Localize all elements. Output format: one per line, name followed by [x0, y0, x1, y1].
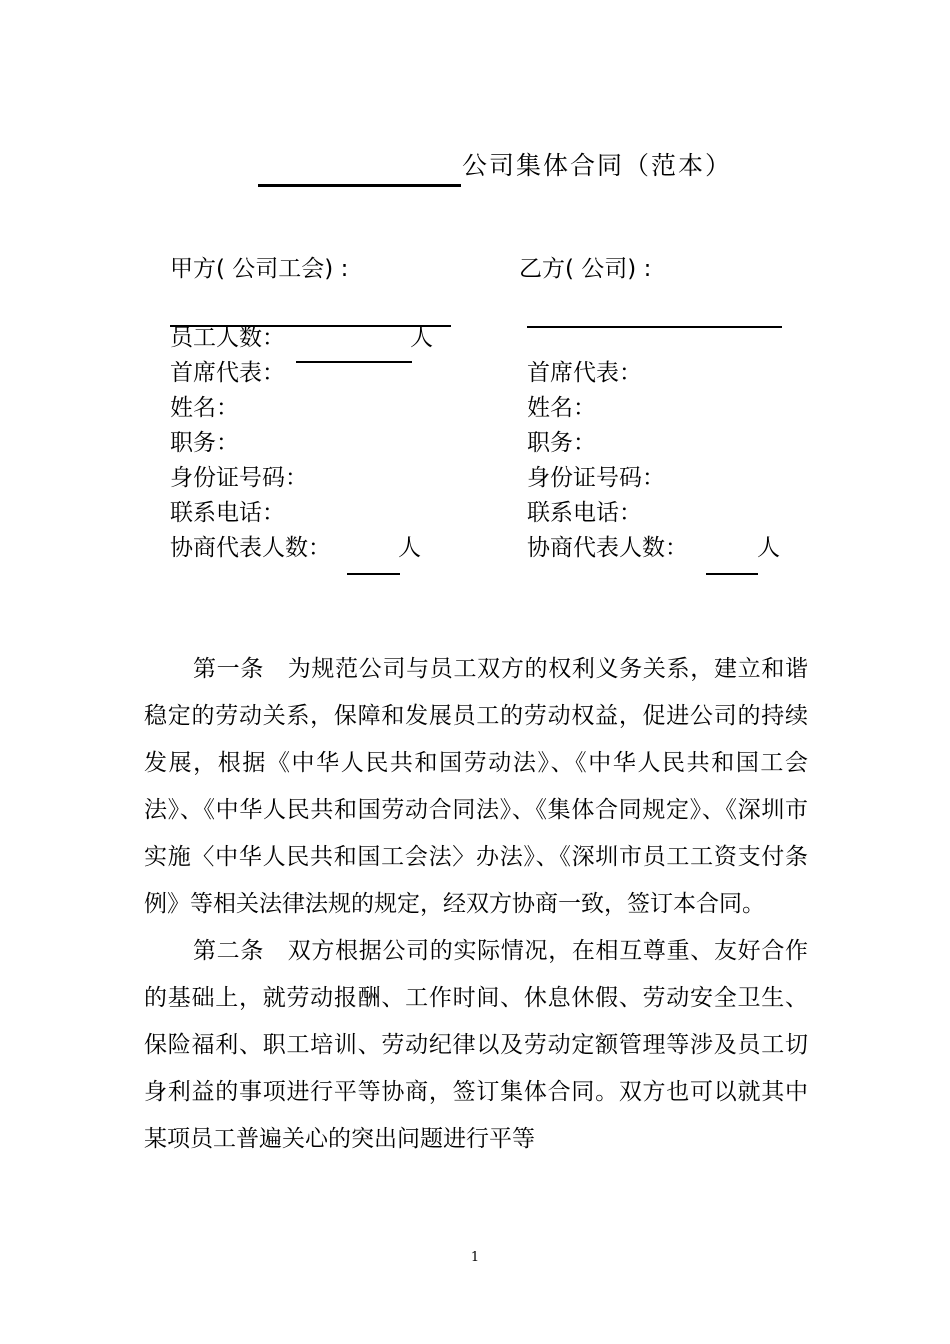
party-b-top-line [527, 326, 782, 328]
party-a-chief-rep-label: 首席代表： [170, 360, 285, 386]
party-b-negotiator-count-line [706, 573, 758, 575]
party-a-negotiator-count-line [347, 573, 400, 575]
article-2: 第二条 双方根据公司的实际情况，在相互尊重、友好合作的基础上，就劳动报酬、工作时间、休息休假、劳动安全卫生、保险福利、职工培训、劳动纪律以及劳动定额管理等涉及员工切身利益的事项进行平等协商，签订集体合同。双方也可以就其中某项员工普遍关心的突出问题进行平等 [144, 938, 808, 1152]
page-number: 1 [470, 1250, 480, 1265]
article-1: 第一条 为规范公司与员工双方的权利义务关系，建立和谐稳定的劳动关系，保障和发展员工的劳动权益，促进公司的持续发展，根据《中华人民共和国劳动法》、《中华人民共和国工会法》、《中华人民共和国劳动合同法》、《集体合同规定》、《深圳市实施〈中华人民共和国工会法〉办法》、《深圳市员工工资支付条例》等相关法律法规的规定，经双方协商一致，签订本合同。 [144, 656, 808, 917]
document-title: 公司集体合同（范本） [462, 151, 733, 180]
party-a-chief-rep-line [296, 361, 412, 363]
party-b-id-label: 身份证号码： [527, 465, 665, 491]
company-name-blank-line [258, 184, 461, 187]
party-b-negotiator-count-unit: 人 [757, 535, 780, 561]
party-b-position-label: 职务： [527, 430, 596, 456]
party-b-chief-rep-label: 首席代表： [527, 360, 642, 386]
party-a-negotiator-count-label: 协商代表人数： [170, 535, 331, 561]
party-b-phone-label: 联系电话： [527, 500, 642, 526]
party-b-heading: 乙方( 公司) : [519, 256, 652, 282]
party-a-employee-count-label: 员工人数： [170, 325, 285, 351]
party-a-phone-label: 联系电话： [170, 500, 285, 526]
party-a-id-label: 身份证号码： [170, 465, 308, 491]
party-b-name-label: 姓名： [527, 395, 596, 421]
party-a-name-label: 姓名： [170, 395, 239, 421]
party-a-position-label: 职务： [170, 430, 239, 456]
party-a-heading: 甲方( 公司工会) : [170, 256, 349, 282]
party-a-employee-count-unit: 人 [410, 325, 433, 351]
party-b-negotiator-count-label: 协商代表人数： [527, 535, 688, 561]
contract-body [144, 646, 808, 1163]
party-a-negotiator-count-unit: 人 [398, 535, 421, 561]
